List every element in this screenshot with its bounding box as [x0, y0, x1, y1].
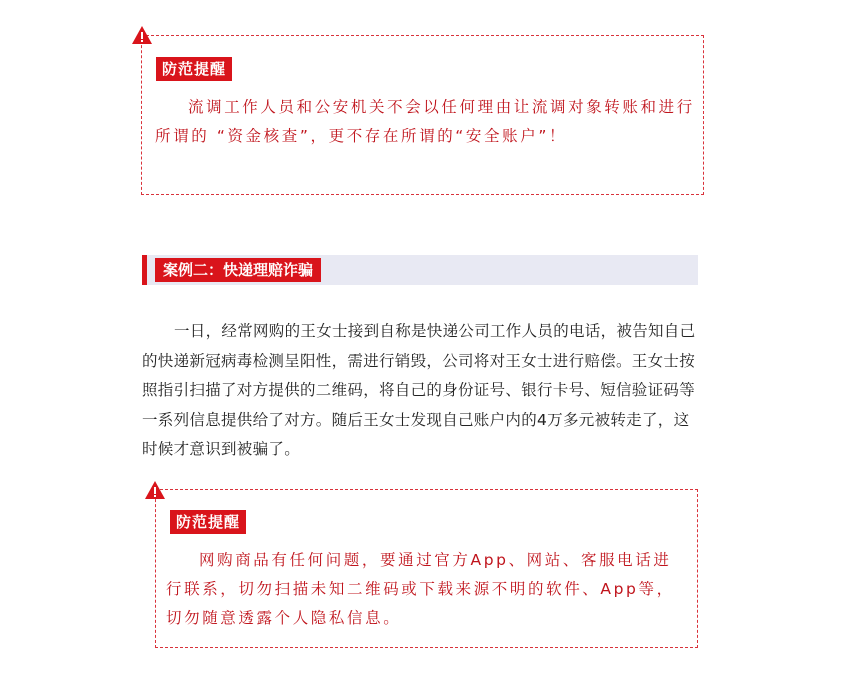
- warning-triangle-icon: [131, 25, 153, 45]
- case2-body: 一日，经常网购的王女士接到自称是快递公司工作人员的电话，被告知自己的快递新冠病毒检测呈阳性，需进行销毁，公司将对王女士进行赔偿。王女士按照指引扫描了对方提供的二维码，将自己的身份证号、银行卡号、短信验证码等一系列信息提供给了对方。随后王女士发现自己账户内的4万多元被转走了，这时候才意识到被骗了。: [142, 322, 696, 458]
- section-banner-case2: [142, 255, 698, 285]
- warning-triangle-icon: [144, 480, 166, 500]
- reminder-tag-1: 防范提醒: [156, 57, 232, 81]
- reminder-tag-2: 防范提醒: [170, 510, 246, 534]
- section-title: 案例二：快递理赔诈骗: [155, 258, 321, 282]
- banner-accent-bar: [142, 255, 147, 285]
- reminder-text-2: 网购商品有任何问题，要通过官方App、网站、客服电话进行联系，切勿扫描未知二维码或下载来源不明的软件、App等，切勿随意透露个人隐私信息。: [166, 551, 675, 627]
- reminder-text-1: 流调工作人员和公安机关不会以任何理由让流调对象转账和进行所谓的 “资金核查”，更不存在所谓的“安全账户”！: [155, 98, 695, 145]
